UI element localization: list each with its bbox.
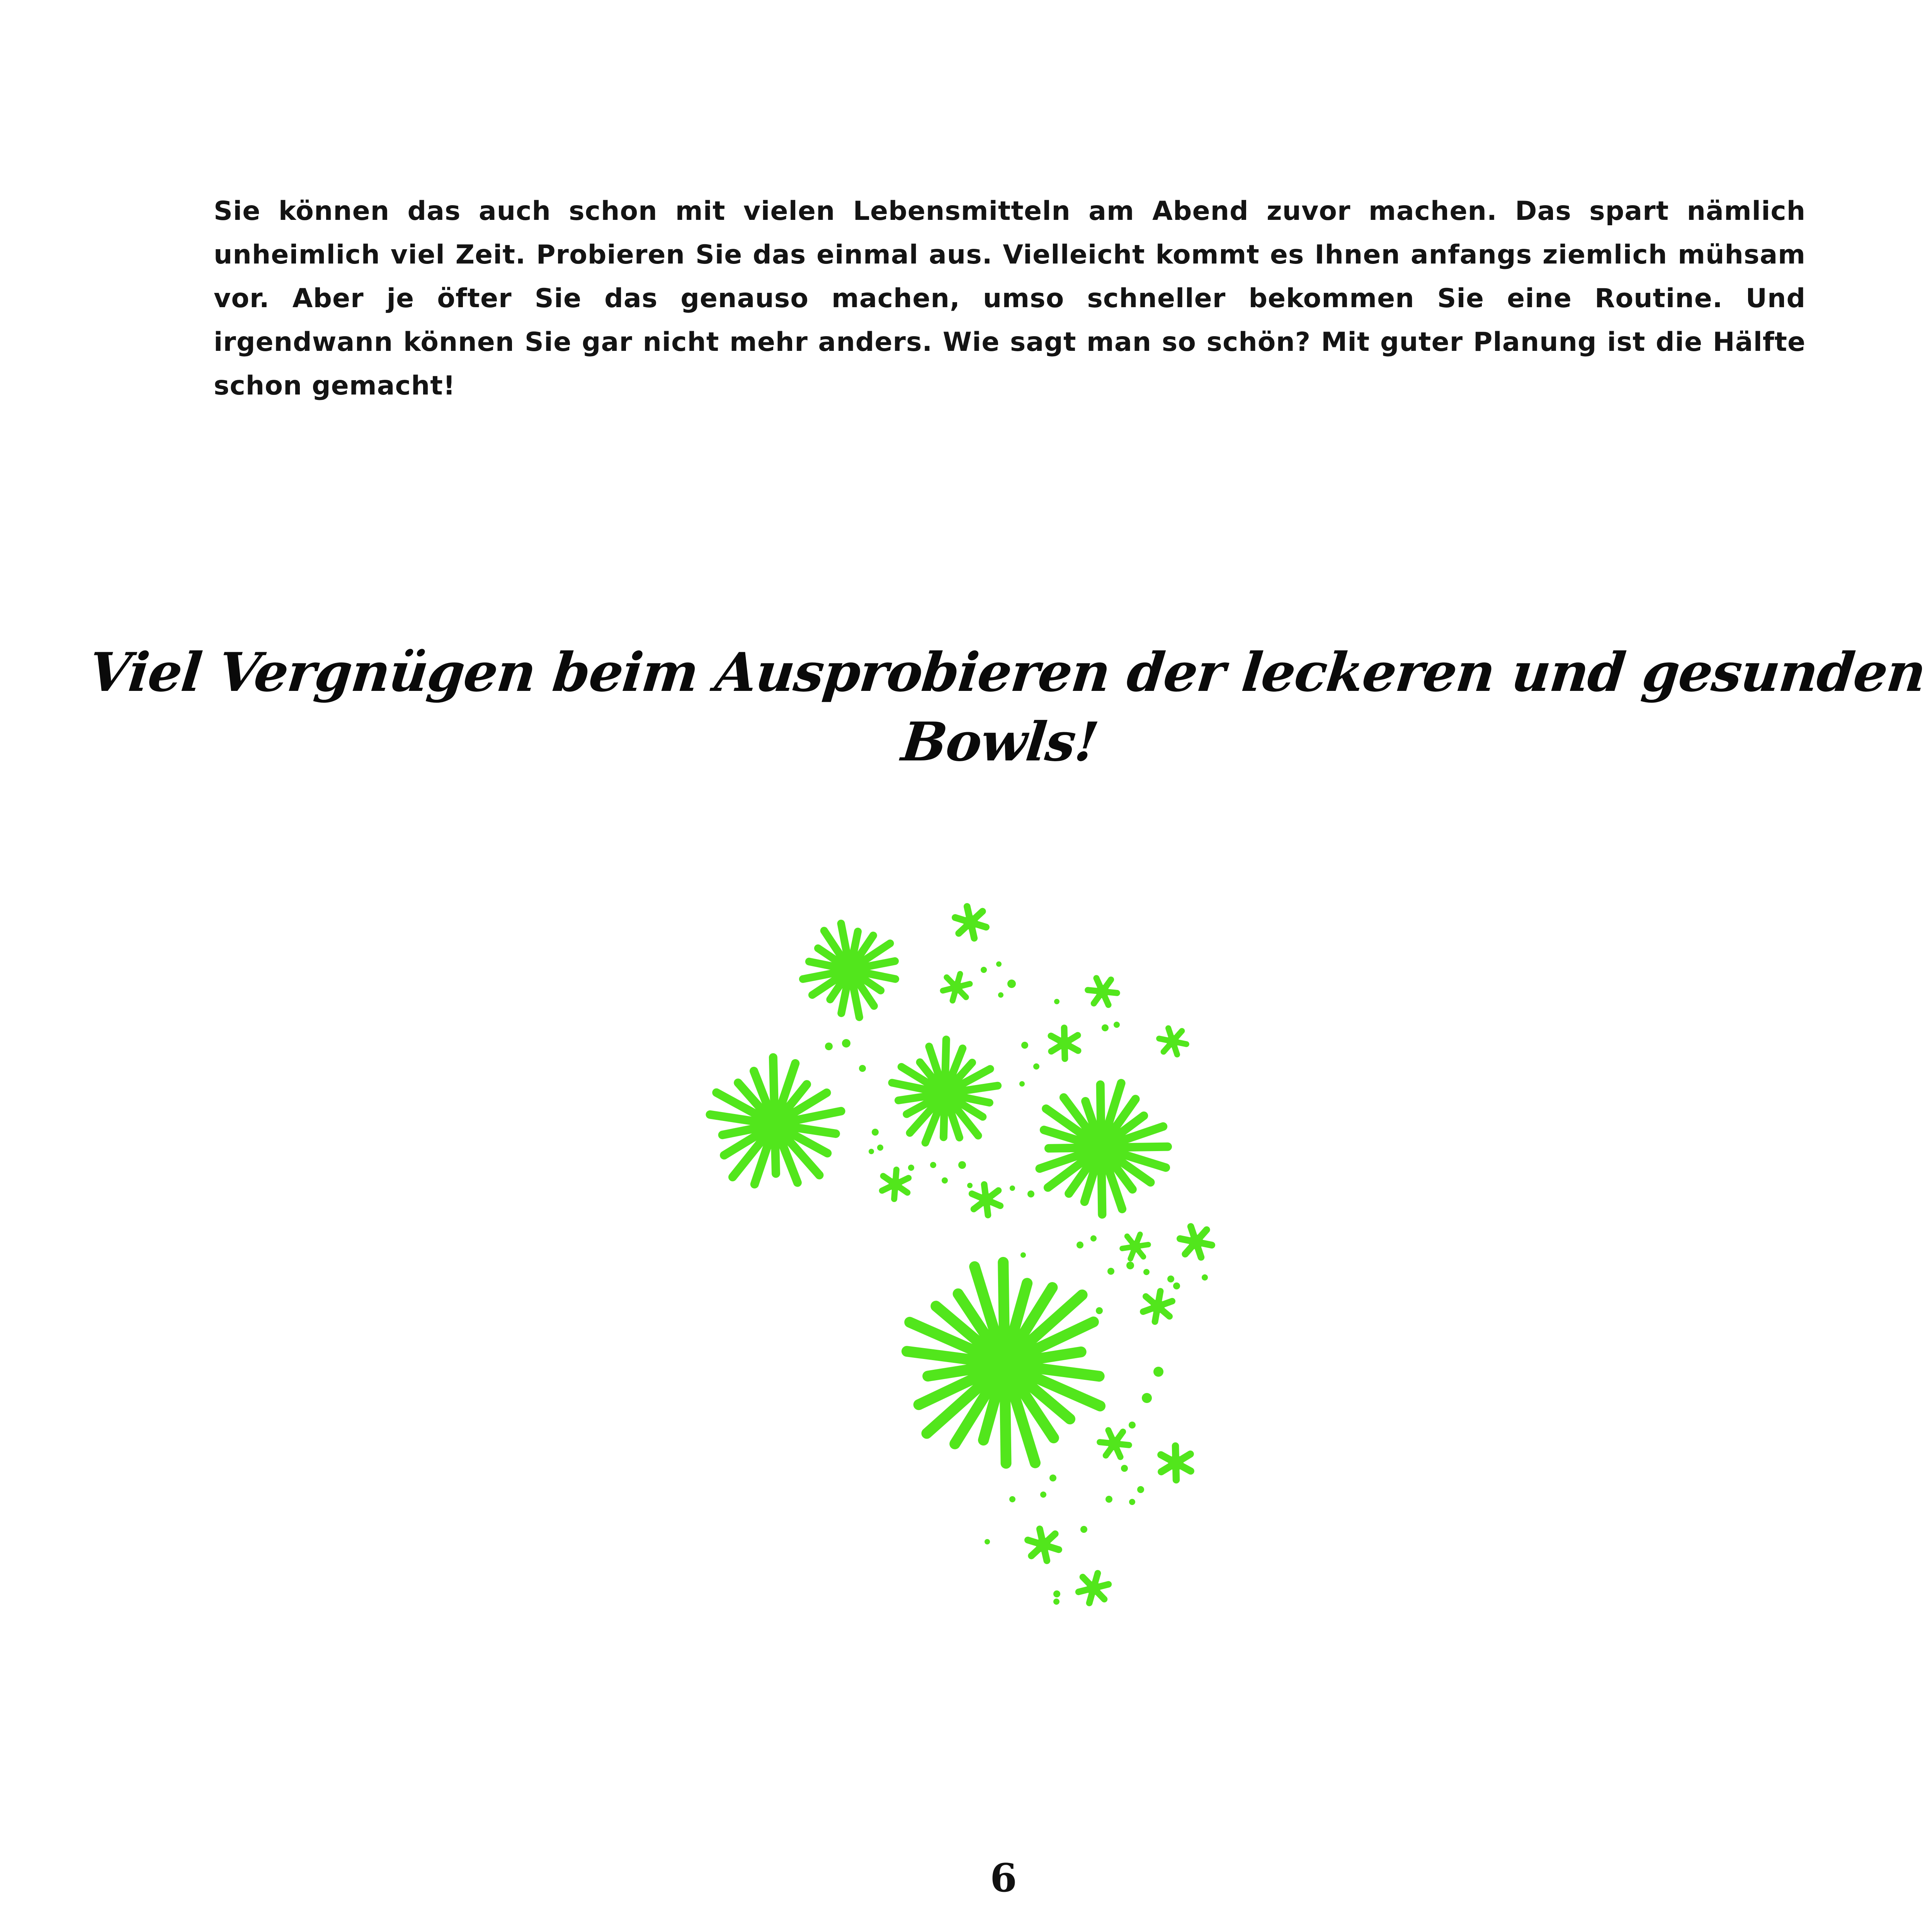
- star-icon: [1180, 1226, 1212, 1257]
- sparkle-dot: [872, 1129, 879, 1136]
- sparkle-dot: [1142, 1393, 1152, 1403]
- star-icon: [1159, 1028, 1187, 1054]
- star-icon: [972, 1184, 1000, 1215]
- sparkle-dot: [930, 1162, 936, 1168]
- sparkle-dot: [1143, 1269, 1150, 1275]
- burst-icon: [892, 1039, 998, 1143]
- sparkle-dot: [1107, 1268, 1114, 1275]
- sparkle-dot: [1053, 1590, 1060, 1597]
- sparkle-dot: [958, 1161, 966, 1169]
- sparkle-dot: [996, 961, 1002, 967]
- star-icon: [1100, 1430, 1129, 1457]
- star-icon: [1028, 1529, 1059, 1561]
- sparkle-dot: [1033, 1063, 1039, 1070]
- body-paragraph: Sie können das auch schon mit vielen Lebensmitteln am Abend zuvor machen. Das spart nämlich unheimlich viel Zeit. Probieren Sie das einmal aus. Vielleicht kommt es Ihnen anfangs ziemlich mühsam vor. Aber je öfter Sie das genauso machen, umso schneller bekommen Sie eine Routine. Und irgendwann können Sie gar nicht mehr anders. Wie sagt man so schön? Mit guter Planung ist die Hälfte schon gemacht!: [214, 196, 1806, 401]
- sparkle-dot: [877, 1145, 883, 1151]
- sparkle-dot: [1137, 1486, 1144, 1493]
- star-icon: [1051, 1028, 1078, 1059]
- sparkle-dot: [1105, 1496, 1112, 1503]
- sparkle-dot: [825, 1043, 833, 1050]
- sparkle-dot: [985, 1539, 990, 1544]
- sparkle-dot: [1053, 1599, 1060, 1605]
- sparkle-dot: [1054, 999, 1060, 1004]
- burst-icon: [907, 1262, 1100, 1463]
- star-icon: [1088, 978, 1117, 1005]
- sparkle-dot: [869, 1149, 874, 1154]
- sparkle-dot: [1129, 1499, 1135, 1505]
- sparkle-dot: [1077, 1242, 1083, 1248]
- sparkle-dot: [1021, 1042, 1028, 1049]
- star-icon: [882, 1170, 909, 1199]
- sparkle-dot: [1202, 1274, 1208, 1281]
- sparkle-dot: [1153, 1367, 1163, 1377]
- sparkle-dot: [908, 1165, 914, 1171]
- star-icon: [955, 906, 986, 938]
- sparkle-dot: [1121, 1465, 1128, 1472]
- sparkle-dot: [1102, 1024, 1109, 1031]
- star-icon: [1078, 1573, 1109, 1603]
- sparkle-dot: [1173, 1282, 1180, 1289]
- sparkle-dot: [1167, 1276, 1174, 1282]
- sparkle-dot: [1027, 1190, 1034, 1197]
- sparkle-dot: [1019, 1081, 1025, 1087]
- sparkle-dot: [1010, 1185, 1015, 1191]
- sparkle-dot: [1049, 1475, 1056, 1481]
- star-icon: [943, 974, 970, 1000]
- sparkle-dot: [1126, 1262, 1134, 1269]
- sparkle-dot: [1020, 1252, 1026, 1258]
- sparkle-dot: [1080, 1526, 1087, 1533]
- star-icon: [1122, 1234, 1148, 1259]
- sparkle-dot: [1129, 1422, 1136, 1429]
- sparkle-dot: [1007, 980, 1016, 988]
- sparkle-dot: [967, 1183, 973, 1188]
- sparkle-dot: [842, 1039, 850, 1048]
- star-icon: [1143, 1291, 1172, 1322]
- sparkle-dot: [1096, 1307, 1103, 1314]
- burst-icon: [803, 923, 895, 1017]
- page-number: 6: [990, 1855, 1017, 1901]
- sparkle-dot: [981, 967, 987, 973]
- sparkle-dot: [1114, 1022, 1120, 1028]
- sparkle-dot: [1009, 1496, 1015, 1502]
- closing-line: Viel Vergnügen beim Ausprobieren der leckeren und gesunden Bowls!: [86, 641, 1929, 773]
- burst-icon: [710, 1058, 841, 1184]
- star-icon: [1161, 1446, 1190, 1480]
- sparkle-dot: [942, 1177, 948, 1184]
- sparkle-dot: [859, 1065, 866, 1072]
- burst-icon: [1040, 1083, 1168, 1214]
- sparkle-dot: [998, 992, 1003, 998]
- sparkle-dot: [1040, 1492, 1046, 1498]
- sparkle-dot: [1090, 1235, 1097, 1242]
